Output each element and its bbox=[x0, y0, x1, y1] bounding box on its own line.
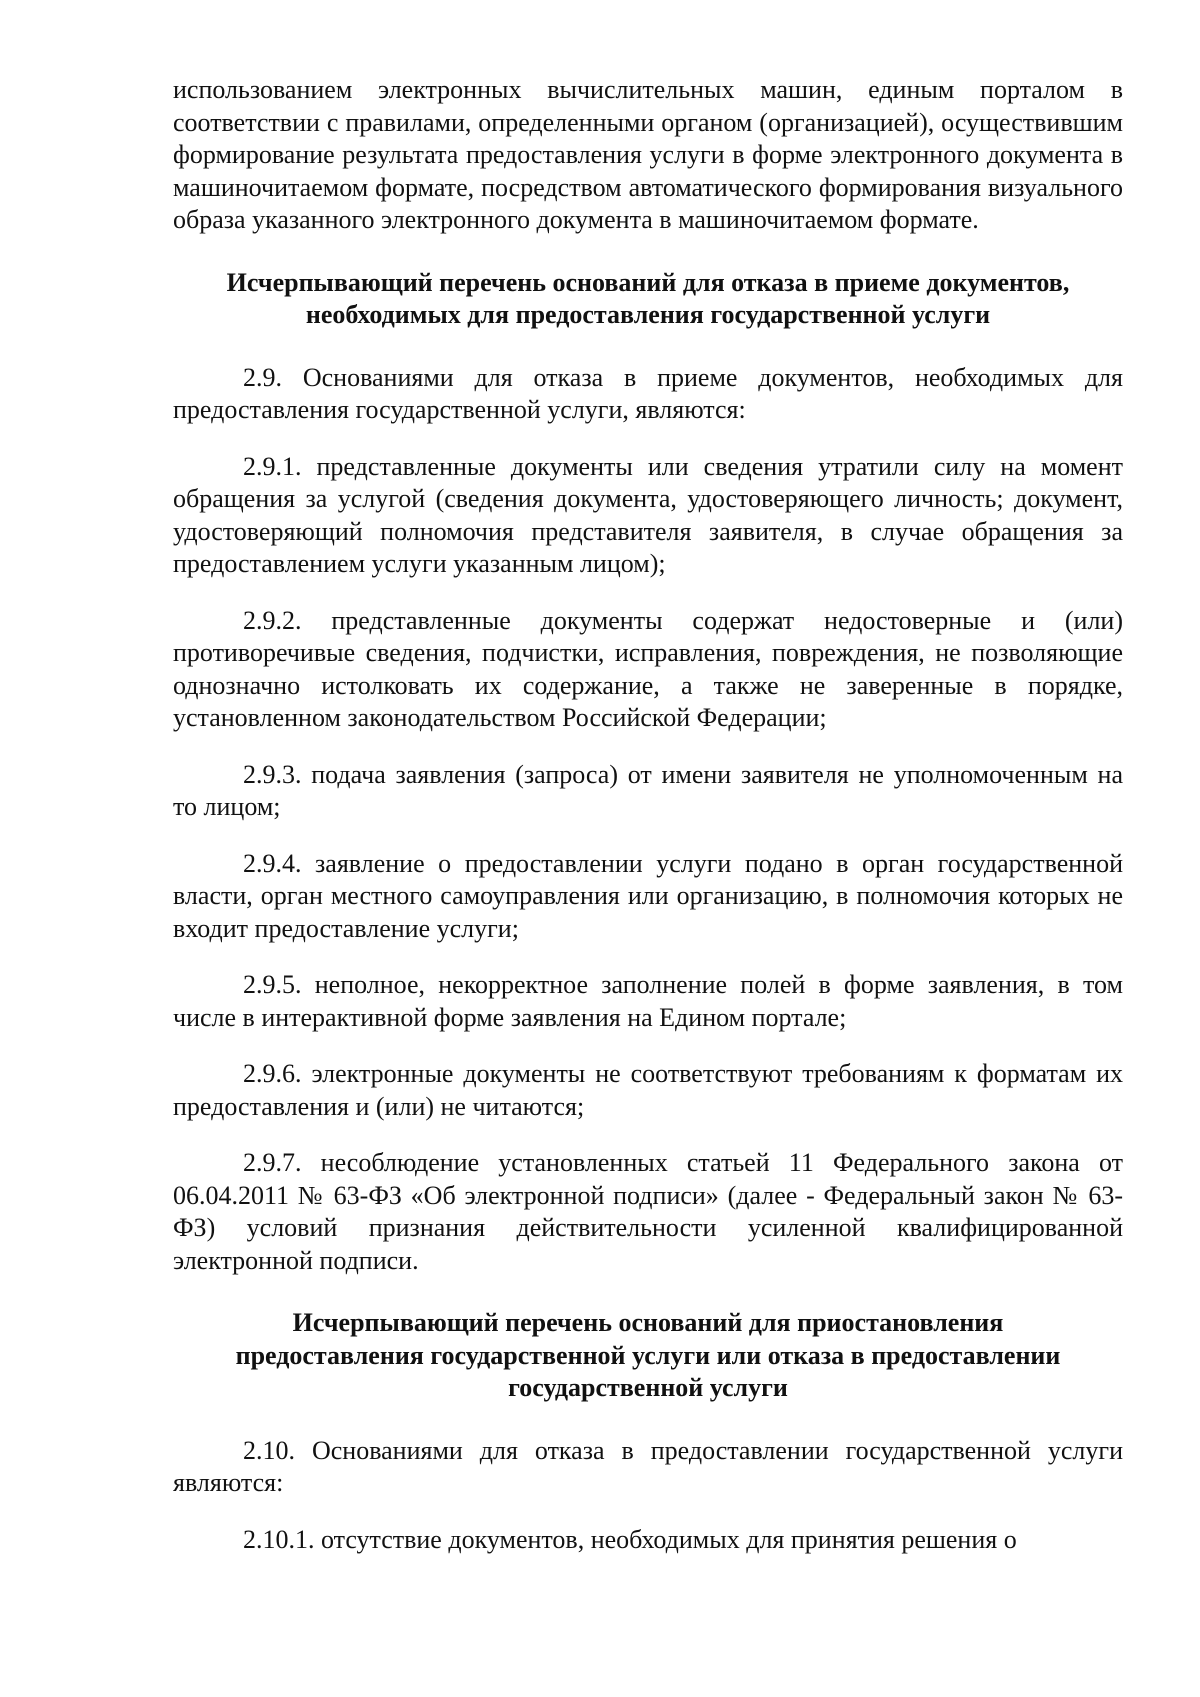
paragraph-2-9-3: 2.9.3. подача заявления (запроса) от имени заявителя не уполномоченным на то лицом; bbox=[173, 759, 1123, 821]
paragraph-2-9-5: 2.9.5. неполное, некорректное заполнение полей в форме заявления, в том числе в интерактивной форме заявления на Едином портале; bbox=[173, 970, 1123, 1032]
spacer bbox=[173, 1123, 1123, 1147]
spacer bbox=[173, 824, 1123, 848]
paragraph-2-9: 2.9. Основаниями для отказа в приеме документов, необходимых для предоставления государственной услуги, являются: bbox=[173, 362, 1123, 424]
spacer bbox=[173, 237, 1123, 267]
section-heading-suspension-refusal: Исчерпывающий перечень оснований для приостановления предоставления государственной услуги или отказа в предоставлении государственной услуги bbox=[235, 1308, 1061, 1402]
spacer bbox=[173, 332, 1123, 362]
paragraph-2-9-1: 2.9.1. представленные документы или сведения утратили силу на момент обращения за услугой (сведения документа, удостоверяющего личность; документ, удостоверяющий полномочия представителя заявителя, в случае обращения за предоставлением услуги указанным лицом); bbox=[173, 451, 1123, 578]
paragraph-2-9-7: 2.9.7. несоблюдение установленных статьей 11 Федерального закона от 06.04.2011 № 63-ФЗ «Об электронной подписи» (далее - Федеральный закон № 63-ФЗ) условий признания действительности усиленной квалифицированной электронной подписи. bbox=[173, 1148, 1123, 1275]
spacer bbox=[173, 1034, 1123, 1058]
spacer bbox=[173, 945, 1123, 969]
spacer bbox=[173, 1500, 1123, 1524]
paragraph-2-9-4: 2.9.4. заявление о предоставлении услуги подано в орган государственной власти, орган местного самоуправления или организацию, в полномочия которых не входит предоставление услуги; bbox=[173, 848, 1123, 943]
section-heading-refusal-acceptance: Исчерпывающий перечень оснований для отказа в приеме документов, необходимых для предоставления государственной услуги bbox=[226, 267, 1070, 329]
spacer bbox=[173, 1405, 1123, 1435]
intro-paragraph: использованием электронных вычислительных машин, единым порталом в соответствии с правилами, определенными органом (организацией), осуществившим формирование результата предоставления услуги в форме электронного документа в машиночитаемом формате, посредством автоматического формирования визуального образа указанного электронного документа в машиночитаемом формате. bbox=[173, 75, 1123, 234]
paragraph-2-10: 2.10. Основаниями для отказа в предоставлении государственной услуги являются: bbox=[173, 1435, 1123, 1497]
paragraph-2-9-6: 2.9.6. электронные документы не соответствуют требованиям к форматам их предоставления и (или) не читаются; bbox=[173, 1059, 1123, 1121]
spacer bbox=[173, 735, 1123, 759]
document-page bbox=[173, 74, 1123, 1556]
paragraph-2-10-1: 2.10.1. отсутствие документов, необходимых для принятия решения о bbox=[243, 1524, 1017, 1554]
spacer bbox=[173, 581, 1123, 605]
paragraph-2-9-2: 2.9.2. представленные документы содержат недостоверные и (или) противоречивые сведения, подчистки, исправления, повреждения, не позволяющие однозначно истолковать их содержание, а также не заверенные в порядке, установленном законодательством Российской Федерации; bbox=[173, 605, 1123, 732]
spacer bbox=[173, 1277, 1123, 1307]
spacer bbox=[173, 427, 1123, 451]
